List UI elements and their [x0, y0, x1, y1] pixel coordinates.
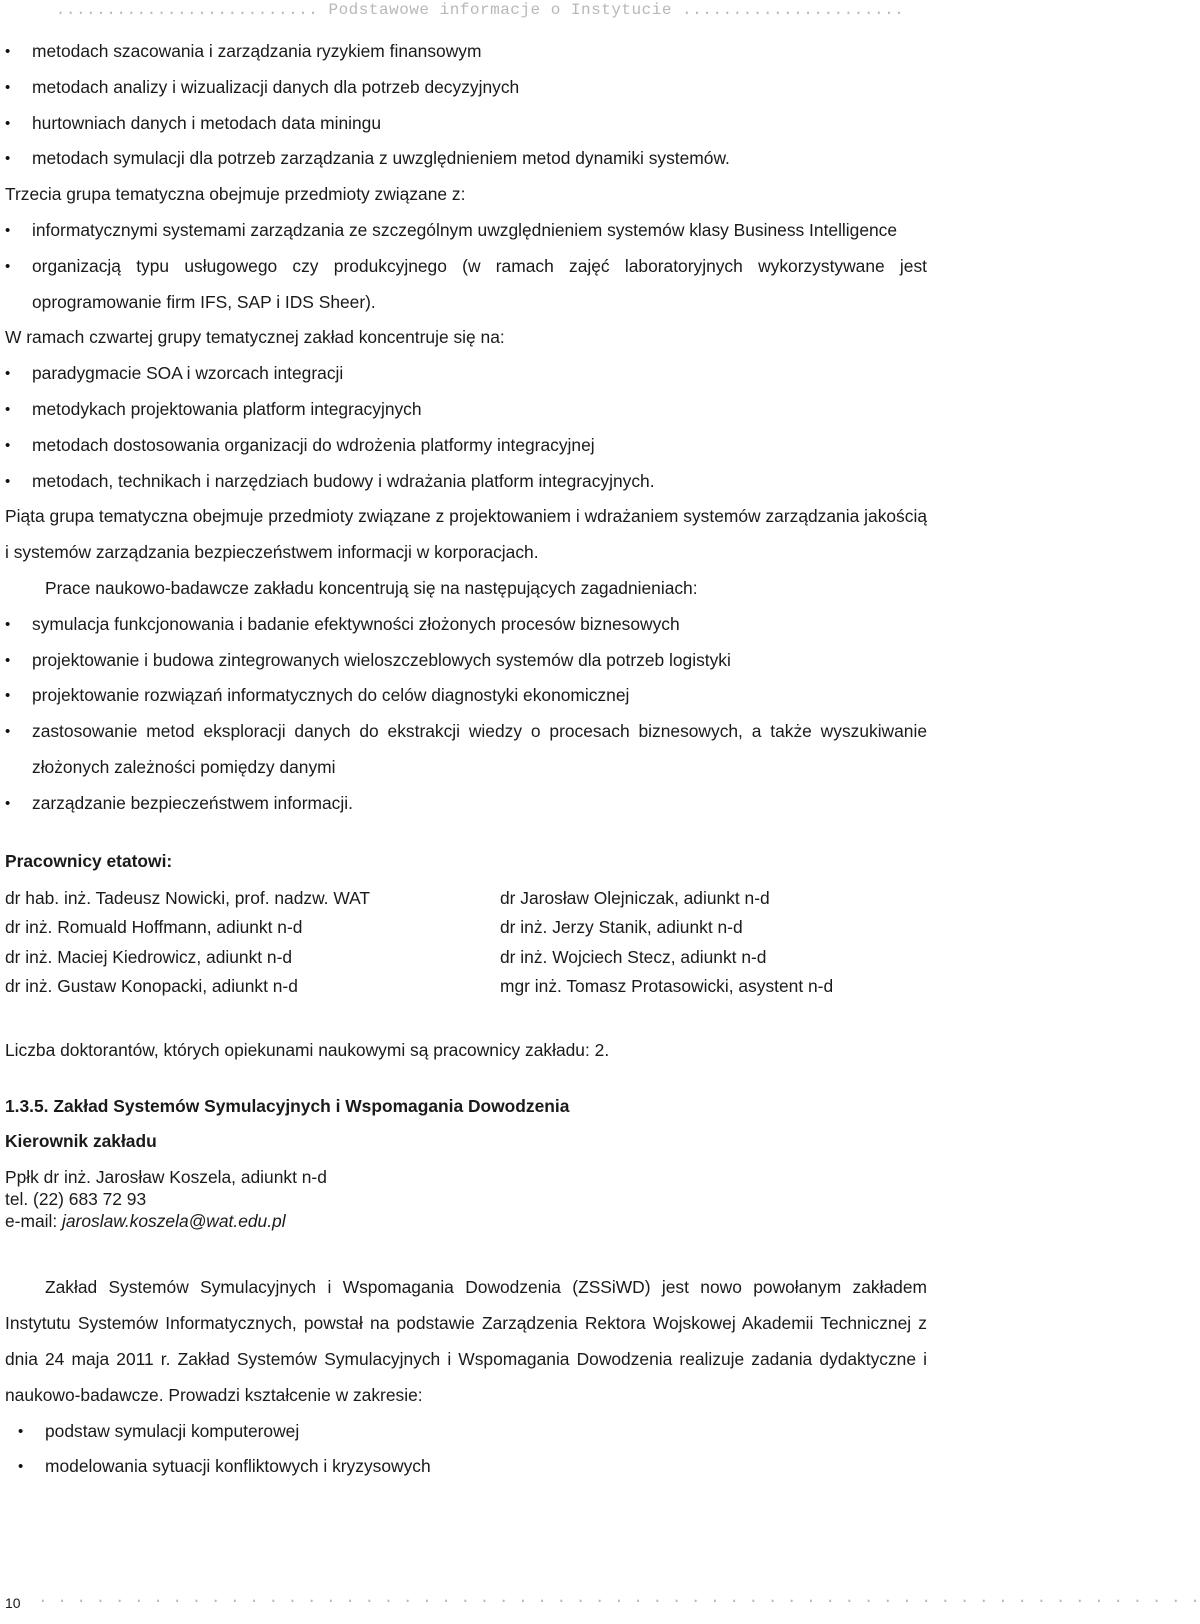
list-item: • zastosowanie metod eksploracji danych do ekstrakcji wiedzy o procesach biznesowych, a także wyszukiwanie złożonych zależności pomiędzy danymi: [5, 714, 927, 786]
email-link[interactable]: jaroslaw.koszela@wat.edu.pl: [62, 1211, 286, 1232]
page-footer: [0, 1589, 1200, 1619]
staff-heading: Pracownicy etatowi:: [5, 850, 173, 871]
page-content: [5, 34, 927, 1485]
running-header: .......................... Podstawowe informacje o Instytucie ......................: [55, 1, 905, 19]
email-label: e-mail:: [5, 1211, 63, 1232]
list-item: • organizacją typu usługowego czy produkcyjnego (w ramach zajęć laboratoryjnych wykorzystywane jest oprogramowanie firm IFS, SAP i IDS Sheer).: [5, 249, 927, 321]
list-item: • metodach dostosowania organizacji do wdrożenia platformy integracyjnej: [5, 428, 927, 464]
list-item: • projektowanie rozwiązań informatycznych do celów diagnostyki ekonomicznej: [5, 678, 927, 714]
staff-table: [5, 884, 927, 1002]
bullet-list-research: [5, 607, 927, 822]
staff-member: dr inż. Gustaw Konopacki, adiunkt n-d: [5, 976, 298, 997]
page-number: 10: [5, 1595, 21, 1611]
list-item: • projektowanie i budowa zintegrowanych wieloszczeblowych systemów dla potrzeb logistyki: [5, 643, 927, 679]
staff-member: dr inż. Maciej Kiedrowicz, adiunkt n-d: [5, 946, 293, 967]
department-head-name: Ppłk dr inż. Jarosław Koszela, adiunkt n-d: [5, 1167, 327, 1188]
bullet-list-methods: [5, 34, 927, 177]
staff-member: dr inż. Jerzy Stanik, adiunkt n-d: [500, 917, 743, 938]
list-item: • informatycznymi systemami zarządzania ze szczególnym uwzględnieniem systemów klasy Business Intelligence: [5, 213, 927, 249]
footer-dots: . . . . . . . . . . . . . . . . . . . . . . . . . . . . . . . . . . . . . . . . . . . . . . . . . . . . . . . . . . . . .: [38, 1589, 1200, 1607]
paragraph-research: Prace naukowo-badawcze zakładu koncentrują się na następujących zagadnieniach:: [45, 577, 698, 598]
staff-column-left: [5, 884, 500, 1002]
list-item: • metodach symulacji dla potrzeb zarządzania z uwzględnieniem metod dynamiki systemów.: [5, 141, 927, 177]
staff-column-right: [500, 884, 927, 1002]
list-item: • hurtowniach danych i metodach data miningu: [5, 106, 927, 142]
list-item: • metodach, technikach i narzędziach budowy i wdrażania platform integracyjnych.: [5, 464, 927, 500]
contact-block: [5, 1166, 927, 1232]
staff-member: dr hab. inż. Tadeusz Nowicki, prof. nadzw. WAT: [5, 887, 371, 908]
list-item: • symulacja funkcjonowania i badanie efektywności złożonych procesów biznesowych: [5, 607, 927, 643]
paragraph-fourth-group: W ramach czwartej grupy tematycznej zakład koncentruje się na:: [5, 327, 505, 348]
list-item: • metodach szacowania i zarządzania ryzykiem finansowym: [5, 34, 927, 70]
staff-member: mgr inż. Tomasz Protasowicki, asystent n-d: [500, 976, 834, 997]
section-title: 1.3.5. Zakład Systemów Symulacyjnych i Wspomagania Dowodzenia: [5, 1096, 570, 1117]
staff-member: dr inż. Wojciech Stecz, adiunkt n-d: [500, 946, 767, 967]
list-item: • podstaw symulacji komputerowej: [18, 1414, 927, 1450]
paragraph-fifth-group: Piąta grupa tematyczna obejmuje przedmioty związane z projektowaniem i wdrażaniem systemów zarządzania jakością i systemów zarządzania bezpieczeństwem informacji w korporacjach.: [5, 506, 927, 563]
list-item: • modelowania sytuacji konfliktowych i kryzysowych: [18, 1449, 927, 1485]
list-item: • paradygmacie SOA i wzorcach integracji: [5, 356, 927, 392]
bullet-list-teaching: [18, 1414, 927, 1486]
paragraph-doctoral-students: Liczba doktorantów, których opiekunami naukowymi są pracownicy zakładu: 2.: [5, 1039, 610, 1060]
department-head-label: Kierownik zakładu: [5, 1131, 157, 1152]
paragraph-third-group: Trzecia grupa tematyczna obejmuje przedmioty związane z:: [5, 184, 466, 205]
staff-member: dr Jarosław Olejniczak, adiunkt n-d: [500, 887, 770, 908]
bullet-list-fourth-group: [5, 356, 927, 499]
email-line: [5, 1210, 927, 1232]
phone-number: tel. (22) 683 72 93: [5, 1189, 147, 1210]
staff-member: dr inż. Romuald Hoffmann, adiunkt n-d: [5, 917, 303, 938]
list-item: • metodach analizy i wizualizacji danych dla potrzeb decyzyjnych: [5, 70, 927, 106]
list-item: • zarządzanie bezpieczeństwem informacji.: [5, 786, 927, 822]
bullet-list-third-group: [5, 213, 927, 320]
list-item: • metodykach projektowania platform integracyjnych: [5, 392, 927, 428]
paragraph-zssiwd: Zakład Systemów Symulacyjnych i Wspomagania Dowodzenia (ZSSiWD) jest nowo powołanym zakładem Instytutu Systemów Informatycznych, powstał na podstawie Zarządzenia Rektora Wojskowej Akademii Technicznej z dnia 24 maja 2011 r. Zakład Systemów Symulacyjnych i Wspomagania Dowodzenia realizuje zadania dydaktyczne i naukowo-badawcze. Prowadzi kształcenie w zakresie:: [5, 1277, 927, 1405]
